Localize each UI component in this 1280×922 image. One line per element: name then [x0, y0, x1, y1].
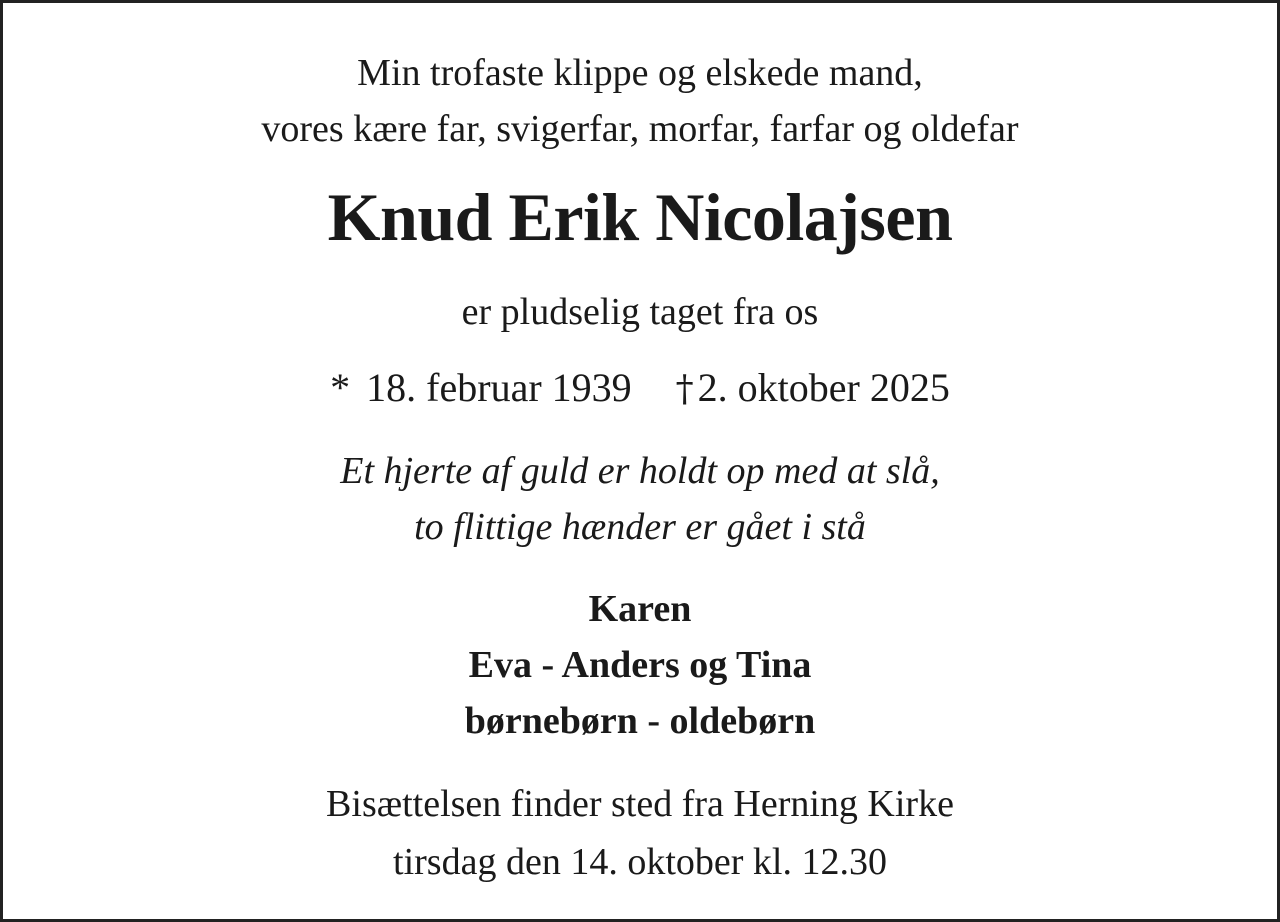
funeral-line-2: tirsdag den 14. oktober kl. 12.30: [393, 841, 887, 883]
deceased-name: Knud Erik Nicolajsen: [327, 179, 953, 255]
funeral-line-1: Bisættelsen finder sted fra Herning Kirke: [326, 783, 954, 825]
passing-text: er pludselig taget fra os: [461, 291, 819, 333]
birth-symbol: *: [330, 365, 351, 410]
verse-line-1: Et hjerte af guld er holdt op med at slå,: [340, 450, 940, 492]
family-line-3: børnebørn - oldebørn: [464, 700, 816, 742]
family-line-1: Karen: [588, 588, 692, 630]
dates-line: [3, 363, 1277, 415]
birth-date: 18. februar 1939: [366, 365, 632, 410]
cross-icon: †: [675, 369, 694, 410]
intro-line-1: Min trofaste klippe og elskede mand,: [357, 52, 923, 94]
death-date: 2. oktober 2025: [697, 365, 950, 410]
verse-line-2: to flittige hænder er gået i stå: [414, 506, 866, 548]
family-line-2: Eva - Anders og Tina: [468, 644, 812, 686]
intro-line-2: vores kære far, svigerfar, morfar, farfar og oldefar: [261, 108, 1019, 150]
